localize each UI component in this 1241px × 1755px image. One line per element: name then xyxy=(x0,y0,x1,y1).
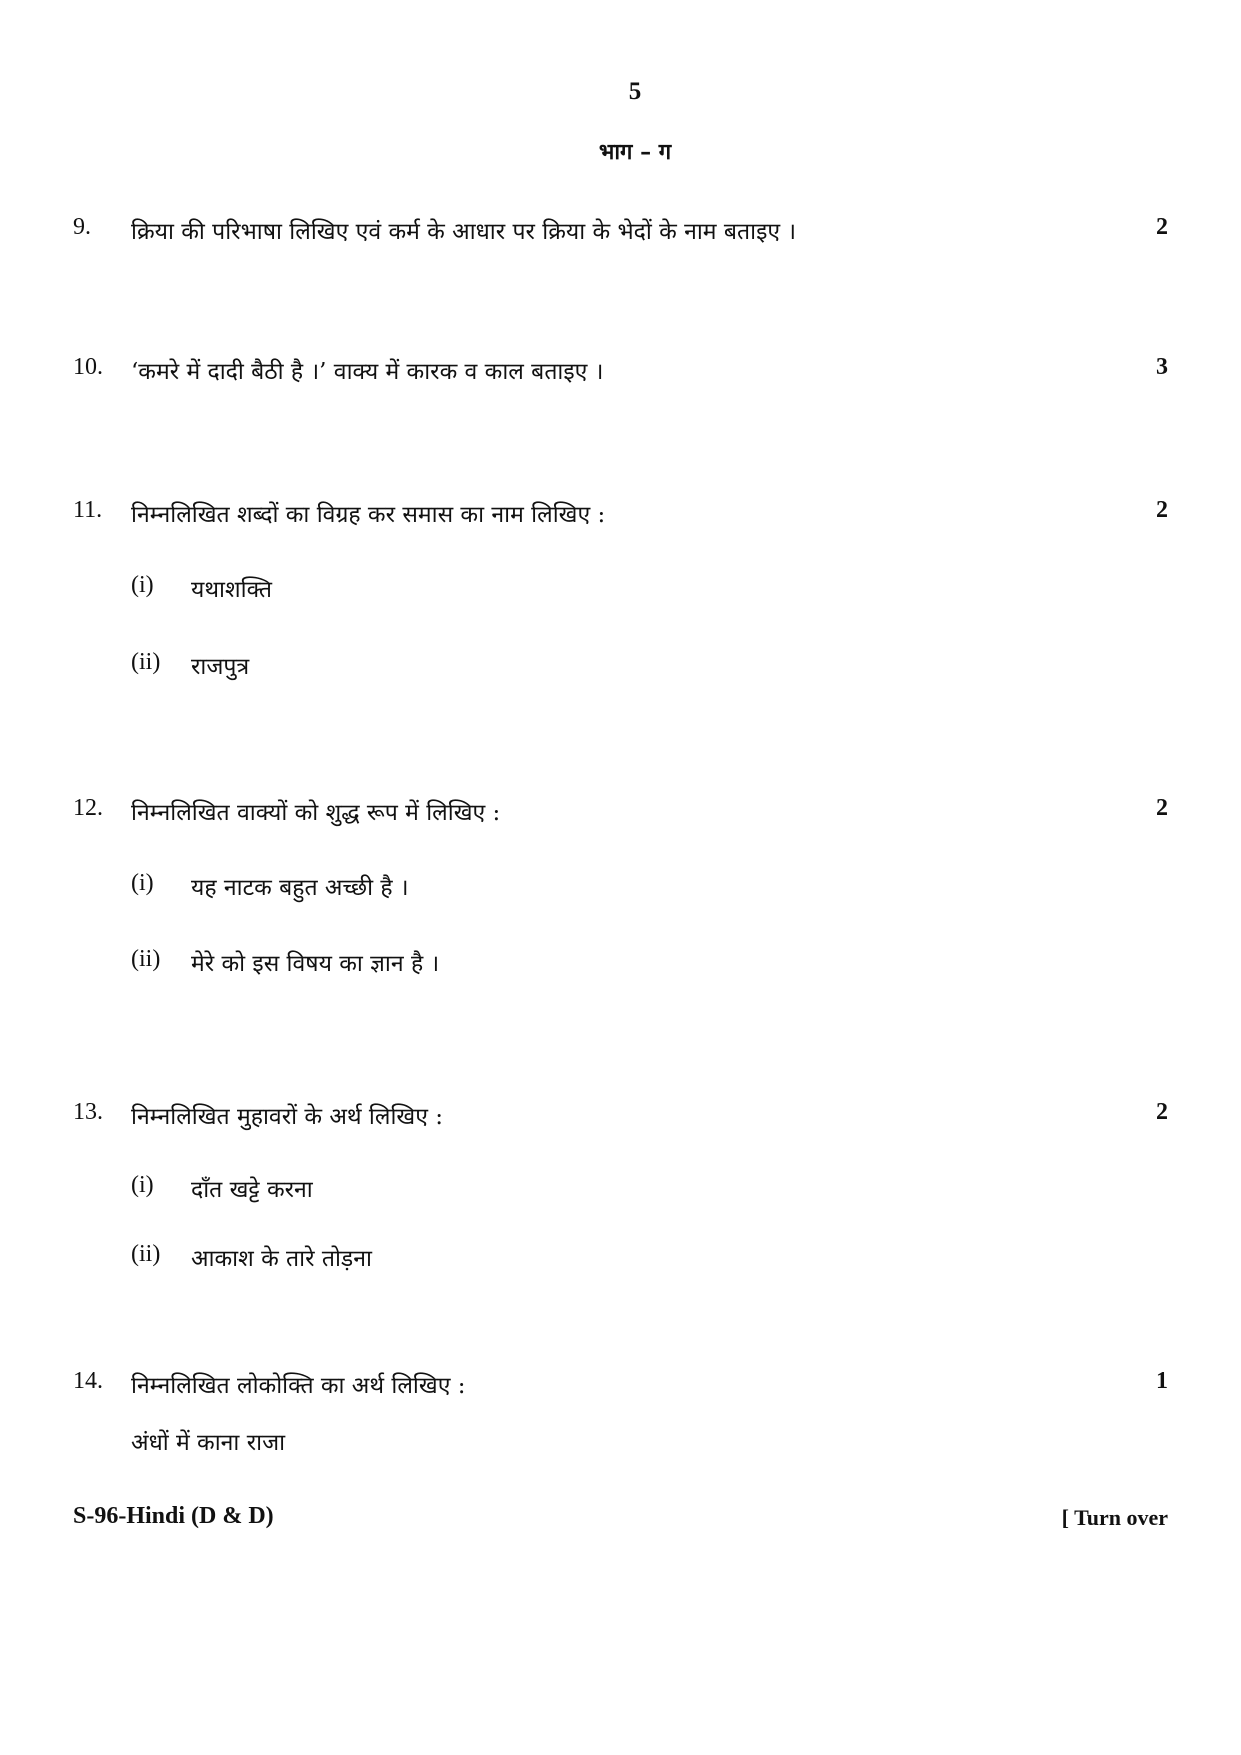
sub-item-text: यह नाटक बहुत अच्छी है । xyxy=(191,875,409,901)
sub-item-label: (i) xyxy=(131,870,154,896)
question-number: 13. xyxy=(73,1099,103,1125)
sub-item-label: (ii) xyxy=(131,946,161,972)
question-number: 14. xyxy=(73,1368,103,1394)
question-9 xyxy=(73,214,1168,254)
page-number: 5 xyxy=(628,78,642,105)
question-text: ‘कमरे में दादी बैठी है ।’ वाक्य में कारक व काल बताइए । xyxy=(131,359,604,385)
sub-item-label: (ii) xyxy=(131,649,161,675)
question-12 xyxy=(73,795,1168,835)
question-text: निम्नलिखित वाक्यों को शुद्ध रूप में लिखिए : xyxy=(131,800,501,826)
sub-item-label: (ii) xyxy=(131,1241,161,1267)
question-marks: 2 xyxy=(1156,795,1168,821)
question-text: क्रिया की परिभाषा लिखिए एवं कर्म के आधार पर क्रिया के भेदों के नाम बताइए । xyxy=(131,219,797,245)
paper-code: S-96-Hindi (D & D) xyxy=(73,1503,274,1529)
sub-item-label: (i) xyxy=(131,1172,154,1198)
question-number: 12. xyxy=(73,795,103,821)
sub-item-text: राजपुत्र xyxy=(191,654,250,680)
question-text: निम्नलिखित लोकोक्ति का अर्थ लिखिए : xyxy=(131,1373,466,1399)
question-marks: 2 xyxy=(1156,1099,1168,1125)
question-14 xyxy=(73,1368,1168,1408)
question-text: निम्नलिखित शब्दों का विग्रह कर समास का नाम लिखिए : xyxy=(131,502,606,528)
question-11 xyxy=(73,497,1168,537)
question-number: 10. xyxy=(73,354,103,380)
question-marks: 3 xyxy=(1156,354,1168,380)
question-number: 11. xyxy=(73,497,103,523)
sub-item-text: यथाशक्ति xyxy=(191,577,273,603)
sub-item-text: मेरे को इस विषय का ज्ञान है । xyxy=(191,951,440,977)
question-marks: 1 xyxy=(1156,1368,1168,1394)
question-number: 9. xyxy=(73,214,91,240)
sub-item-text: आकाश के तारे तोड़ना xyxy=(191,1246,372,1272)
sub-item-text: दाँत खट्टे करना xyxy=(191,1177,313,1203)
sub-item-label: (i) xyxy=(131,572,154,598)
question-10 xyxy=(73,354,1168,394)
question-text: निम्नलिखित मुहावरों के अर्थ लिखिए : xyxy=(131,1104,444,1130)
section-title: भाग – ग xyxy=(598,139,672,165)
question-13 xyxy=(73,1099,1168,1139)
turn-over-note: [ Turn over xyxy=(1061,1505,1168,1530)
proverb-text: अंधों में काना राजा xyxy=(131,1430,286,1456)
question-marks: 2 xyxy=(1156,497,1168,523)
question-marks: 2 xyxy=(1156,214,1168,240)
